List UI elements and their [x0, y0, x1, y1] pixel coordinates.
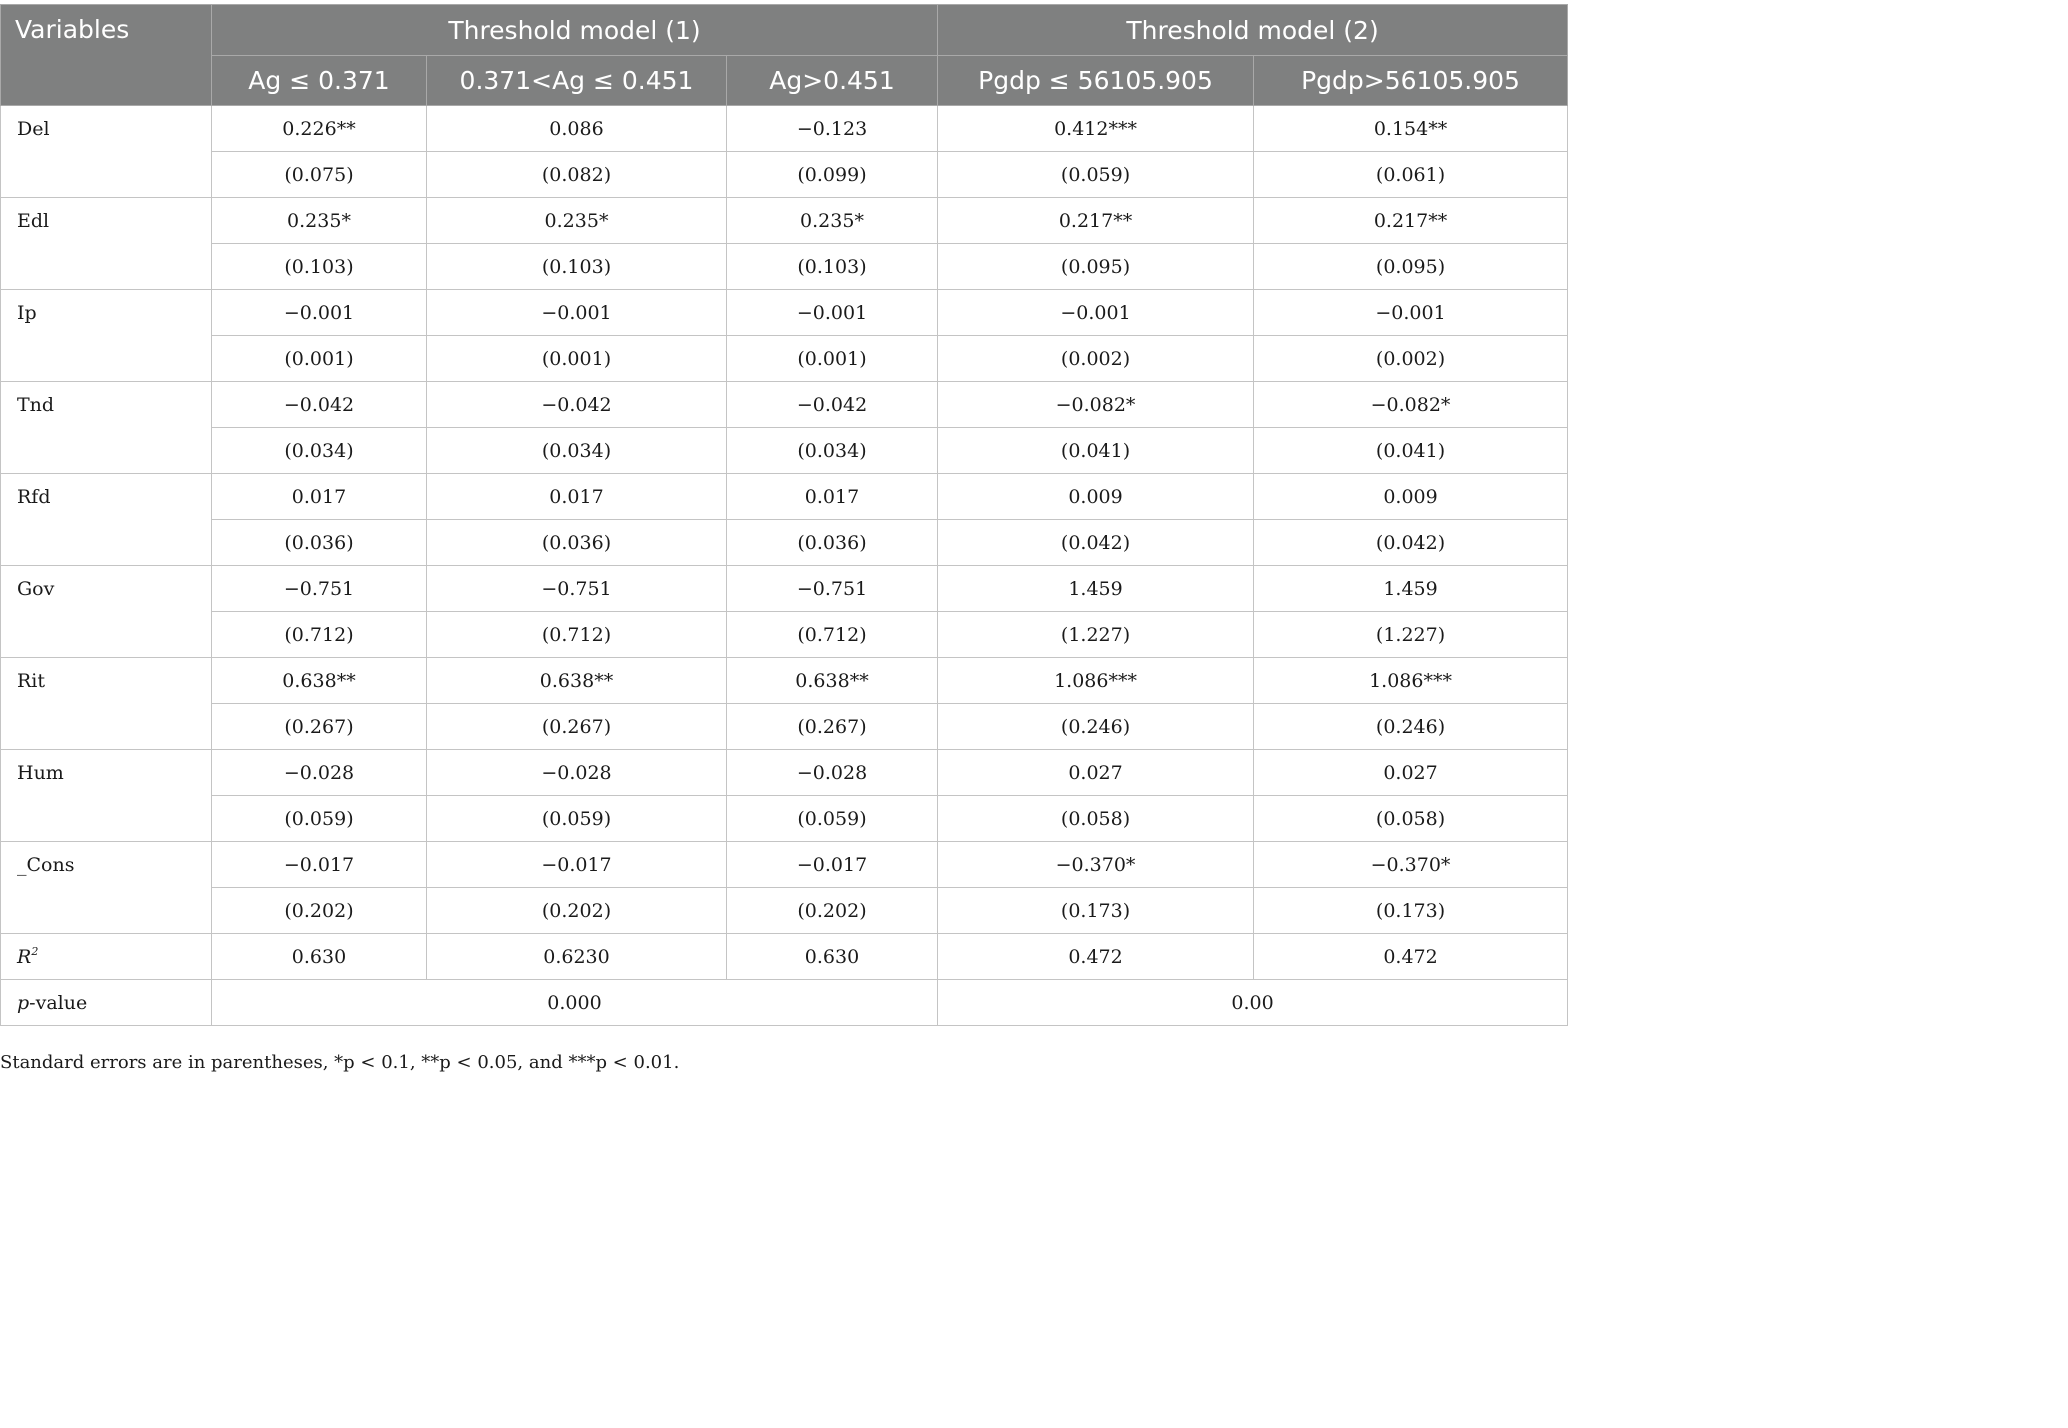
regime-header: 0.371<Ag ≤ 0.451: [427, 56, 727, 106]
coefficient-cell: 0.217**: [1254, 198, 1568, 244]
variable-name: Tnd: [1, 382, 212, 474]
coefficient-cell: −0.001: [938, 290, 1254, 336]
std-error-cell: (0.001): [427, 336, 727, 382]
coefficient-cell: −0.001: [727, 290, 938, 336]
coefficient-cell: 0.027: [1254, 750, 1568, 796]
std-error-cell: (0.034): [727, 428, 938, 474]
coefficient-cell: 1.086***: [938, 658, 1254, 704]
variable-name: Del: [1, 106, 212, 198]
table-body: [1, 106, 1568, 1026]
regime-header: Ag>0.451: [727, 56, 938, 106]
coefficient-cell: −0.028: [427, 750, 727, 796]
std-error-row: [1, 704, 1568, 750]
r-squared-value: 0.472: [938, 934, 1254, 980]
coefficient-cell: 0.154**: [1254, 106, 1568, 152]
std-error-cell: (0.034): [427, 428, 727, 474]
coefficient-cell: −0.001: [427, 290, 727, 336]
table-container: [0, 4, 1568, 1026]
coefficient-cell: −0.028: [212, 750, 427, 796]
std-error-row: [1, 152, 1568, 198]
coefficient-cell: 1.459: [1254, 566, 1568, 612]
std-error-cell: (0.103): [427, 244, 727, 290]
std-error-row: [1, 796, 1568, 842]
coefficient-cell: −0.082*: [1254, 382, 1568, 428]
coefficient-cell: −0.042: [427, 382, 727, 428]
variable-name: _Cons: [1, 842, 212, 934]
variable-name: Hum: [1, 750, 212, 842]
coefficient-cell: 0.235*: [427, 198, 727, 244]
coefficient-cell: −0.028: [727, 750, 938, 796]
coefficient-cell: −0.123: [727, 106, 938, 152]
coefficient-row: [1, 842, 1568, 888]
coefficient-cell: 1.086***: [1254, 658, 1568, 704]
std-error-cell: (0.202): [727, 888, 938, 934]
model1-header: Threshold model (1): [212, 5, 938, 56]
p-value-row: [1, 980, 1568, 1026]
r-squared-superscript: 2: [31, 944, 39, 958]
coefficient-cell: −0.751: [212, 566, 427, 612]
std-error-cell: (0.042): [938, 520, 1254, 566]
std-error-cell: (0.267): [212, 704, 427, 750]
header-row-regimes: [1, 56, 1568, 106]
std-error-cell: (0.041): [1254, 428, 1568, 474]
coefficient-cell: 0.009: [1254, 474, 1568, 520]
model2-header: Threshold model (2): [938, 5, 1568, 56]
coefficient-row: [1, 474, 1568, 520]
std-error-cell: (0.036): [212, 520, 427, 566]
coefficient-cell: −0.370*: [1254, 842, 1568, 888]
coefficient-cell: 0.235*: [727, 198, 938, 244]
coefficient-cell: −0.001: [1254, 290, 1568, 336]
std-error-cell: (0.099): [727, 152, 938, 198]
std-error-cell: (0.059): [727, 796, 938, 842]
std-error-cell: (0.173): [1254, 888, 1568, 934]
variables-header: Variables: [1, 5, 212, 106]
coefficient-cell: −0.001: [212, 290, 427, 336]
std-error-cell: (0.103): [727, 244, 938, 290]
coefficient-cell: 0.638**: [727, 658, 938, 704]
p-value-letter: p: [17, 991, 30, 1014]
std-error-cell: (0.041): [938, 428, 1254, 474]
r-squared-value: 0.6230: [427, 934, 727, 980]
coefficient-cell: 0.226**: [212, 106, 427, 152]
r-squared-value: 0.630: [212, 934, 427, 980]
regime-header: Ag ≤ 0.371: [212, 56, 427, 106]
std-error-cell: (0.267): [427, 704, 727, 750]
std-error-cell: (0.059): [212, 796, 427, 842]
coefficient-cell: −0.017: [212, 842, 427, 888]
coefficient-cell: 0.086: [427, 106, 727, 152]
r-squared-letter: R: [17, 945, 32, 968]
coefficient-cell: 0.009: [938, 474, 1254, 520]
std-error-row: [1, 244, 1568, 290]
regime-header: Pgdp ≤ 56105.905: [938, 56, 1254, 106]
table-header: [1, 5, 1568, 106]
variable-name: Ip: [1, 290, 212, 382]
std-error-cell: (0.246): [938, 704, 1254, 750]
std-error-cell: (1.227): [938, 612, 1254, 658]
coefficient-row: [1, 750, 1568, 796]
coefficient-cell: −0.017: [427, 842, 727, 888]
std-error-cell: (0.095): [938, 244, 1254, 290]
variable-name: Gov: [1, 566, 212, 658]
p-value-model1: 0.000: [212, 980, 938, 1026]
coefficient-cell: −0.042: [212, 382, 427, 428]
coefficient-cell: 0.235*: [212, 198, 427, 244]
coefficient-row: [1, 198, 1568, 244]
r-squared-label: [1, 934, 212, 980]
r-squared-value: 0.630: [727, 934, 938, 980]
regime-header: Pgdp>56105.905: [1254, 56, 1568, 106]
regression-table: [0, 4, 1568, 1026]
p-value-model2: 0.00: [938, 980, 1568, 1026]
coefficient-cell: −0.370*: [938, 842, 1254, 888]
std-error-cell: (0.002): [938, 336, 1254, 382]
variable-name: Edl: [1, 198, 212, 290]
r-squared-value: 0.472: [1254, 934, 1568, 980]
std-error-cell: (0.001): [212, 336, 427, 382]
p-value-suffix: -value: [29, 991, 88, 1014]
std-error-cell: (0.034): [212, 428, 427, 474]
coefficient-row: [1, 658, 1568, 704]
coefficient-cell: 0.017: [427, 474, 727, 520]
coefficient-row: [1, 106, 1568, 152]
coefficient-cell: 1.459: [938, 566, 1254, 612]
coefficient-cell: 0.217**: [938, 198, 1254, 244]
coefficient-cell: 0.017: [727, 474, 938, 520]
std-error-cell: (1.227): [1254, 612, 1568, 658]
p-value-label: [1, 980, 212, 1026]
std-error-cell: (0.036): [427, 520, 727, 566]
coefficient-cell: 0.638**: [212, 658, 427, 704]
std-error-cell: (0.036): [727, 520, 938, 566]
std-error-row: [1, 336, 1568, 382]
coefficient-cell: 0.027: [938, 750, 1254, 796]
std-error-cell: (0.075): [212, 152, 427, 198]
std-error-row: [1, 428, 1568, 474]
std-error-cell: (0.202): [212, 888, 427, 934]
std-error-cell: (0.001): [727, 336, 938, 382]
std-error-cell: (0.267): [727, 704, 938, 750]
std-error-cell: (0.058): [938, 796, 1254, 842]
std-error-cell: (0.002): [1254, 336, 1568, 382]
std-error-cell: (0.712): [212, 612, 427, 658]
std-error-cell: (0.712): [427, 612, 727, 658]
coefficient-row: [1, 566, 1568, 612]
std-error-row: [1, 520, 1568, 566]
coefficient-cell: 0.412***: [938, 106, 1254, 152]
coefficient-cell: −0.017: [727, 842, 938, 888]
std-error-cell: (0.712): [727, 612, 938, 658]
std-error-row: [1, 612, 1568, 658]
coefficient-cell: 0.017: [212, 474, 427, 520]
coefficient-cell: 0.638**: [427, 658, 727, 704]
coefficient-cell: −0.042: [727, 382, 938, 428]
std-error-cell: (0.202): [427, 888, 727, 934]
variable-name: Rit: [1, 658, 212, 750]
std-error-cell: (0.061): [1254, 152, 1568, 198]
std-error-cell: (0.082): [427, 152, 727, 198]
std-error-row: [1, 888, 1568, 934]
coefficient-cell: −0.751: [427, 566, 727, 612]
header-row-models: [1, 5, 1568, 56]
std-error-cell: (0.095): [1254, 244, 1568, 290]
coefficient-cell: −0.082*: [938, 382, 1254, 428]
std-error-cell: (0.058): [1254, 796, 1568, 842]
coefficient-row: [1, 290, 1568, 336]
std-error-cell: (0.103): [212, 244, 427, 290]
variable-name: Rfd: [1, 474, 212, 566]
std-error-cell: (0.173): [938, 888, 1254, 934]
r-squared-row: [1, 934, 1568, 980]
table-footnote: Standard errors are in parentheses, *p < 0.1, **p < 0.05, and ***p < 0.01.: [0, 1052, 680, 1073]
coefficient-row: [1, 382, 1568, 428]
std-error-cell: (0.042): [1254, 520, 1568, 566]
std-error-cell: (0.246): [1254, 704, 1568, 750]
coefficient-cell: −0.751: [727, 566, 938, 612]
std-error-cell: (0.059): [938, 152, 1254, 198]
std-error-cell: (0.059): [427, 796, 727, 842]
